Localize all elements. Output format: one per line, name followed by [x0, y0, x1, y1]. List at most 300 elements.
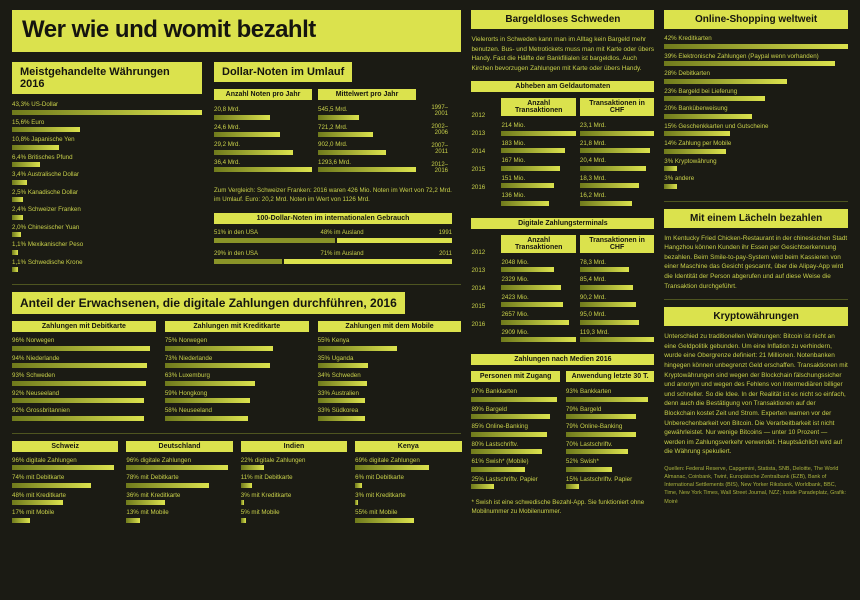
group-title: Zahlungen mit dem Mobile — [318, 321, 462, 332]
bar-row — [501, 157, 575, 171]
bar-row — [318, 141, 416, 155]
crypto-header: Kryptowährungen — [664, 307, 848, 326]
year-label: 2002–2006 — [431, 124, 448, 136]
bar-row — [165, 372, 309, 386]
bar-fill — [318, 363, 368, 368]
bar-row — [580, 157, 654, 171]
bar-fill — [566, 449, 628, 454]
dollarnotes-left-title: Anzahl Noten pro Jahr — [214, 89, 312, 100]
bar-row — [241, 509, 347, 523]
bar-fill — [501, 131, 575, 136]
media-header: Zahlungen nach Medien 2016 — [471, 354, 654, 365]
bar-row — [214, 141, 312, 155]
year-label: 2015 — [471, 302, 486, 310]
bar-fill-usa — [214, 238, 335, 243]
bar-label: 69% digitale Zahlungen — [355, 456, 420, 464]
hundred-header: 100-Dollar-Noten im internationalen Gebrauch — [214, 213, 452, 224]
bar-fill — [12, 416, 144, 421]
bar-label: 43,3% US-Dollar — [12, 101, 59, 108]
smile-text: Im Kentucky Fried Chicken-Restaurant in der chinesischen Stadt Hangzhou können Kunden ihr Essen per Gesichtserkennung bezahlen. Beim Smile-to-pay-System wird beim Kassieren von einer Maschine das Gesicht gescannt, über die Alipay-App wird die Identität der Person abgerufen und auf diese Weise die Transaktion durchgeführt. — [664, 234, 848, 290]
bar-fill — [355, 465, 428, 470]
bar-label: 96% digitale Zahlungen — [126, 456, 192, 464]
bar-label: 18,3 Mrd. — [579, 174, 607, 182]
bar-row — [471, 406, 559, 420]
bar-label: 1,1% Mexikanischer Peso — [12, 241, 84, 248]
bar-row — [566, 458, 654, 472]
bar-row — [318, 106, 416, 120]
bar-row — [580, 259, 654, 273]
bar-row — [501, 122, 575, 136]
bar-label: 25% Lastschriftv. Papier — [471, 475, 538, 483]
country-group — [241, 441, 347, 527]
bar-label: 33% Südkorea — [317, 407, 359, 414]
bar-row — [165, 337, 309, 351]
adults-digital-section — [12, 292, 461, 527]
adults-digital-groups — [12, 321, 461, 425]
year-label: 1997–2001 — [431, 105, 448, 117]
bar-row — [501, 192, 575, 206]
bar-label: 93% Bankkarten — [565, 388, 612, 396]
bar-label: 97% Bankkarten — [471, 388, 517, 396]
bar-label: 74% mit Debitkarte — [12, 474, 65, 481]
bar-label: 73% Niederlande — [164, 354, 213, 362]
bar-fill — [501, 267, 553, 272]
bar-label: 6% mit Debitkarte — [355, 474, 404, 481]
bar-row — [664, 88, 848, 102]
bar-label: 545,5 Mrd. — [318, 106, 348, 113]
divider — [12, 284, 461, 285]
bar-fill — [165, 363, 270, 368]
bar-row — [12, 224, 202, 238]
bar-fill — [318, 381, 367, 386]
bar-fill — [318, 167, 416, 172]
bar-row — [501, 329, 575, 343]
crypto-text: Unterschied zu traditionellen Währungen: Bitcoin ist nicht an eine Geldpolitik gebunden. Um eine Inflation zu verhindern, wurde eine Obergrenze definiert: 21 Millionen. Notenbanken hingegen können unbegrenzt Geld erschaffen. Transaktionen mit Kryptowährungen sind wegen der Blockchain fälschungssicher und anonym und wegen des Fehlens von Intermediären billiger und schneller. So die Idee. In der Realität ist es nicht so einfach, denn auch die Bestätigung von Transaktionen auf der Blockchain kostet Zeit und Strom. Experten warnen vor der Unberechenbarkeit von Bitcoin. Die Verarbeitbarkeit ist nicht gewährleistet. Nur wenige Bitcoins — unter 10 Prozent — werden im Zahlungsverkehr verwendet. Hauptsächlich wird auf die Währung spekuliert. — [664, 333, 848, 456]
bar-fill — [214, 150, 293, 155]
bar-label: 78,3 Mrd. — [579, 258, 607, 266]
atm-years — [471, 98, 497, 210]
dollarnotes-years — [422, 105, 452, 174]
dollarnotes-right-title: Mittelwert pro Jahr — [318, 89, 416, 100]
bar-row — [318, 355, 462, 369]
bar-fill — [318, 150, 386, 155]
bar-fill — [12, 346, 150, 351]
bar-fill — [501, 285, 561, 290]
bar-fill — [501, 302, 563, 307]
bar-label: 95,0 Mrd. — [579, 311, 607, 319]
bar-label: 1293,6 Mrd. — [318, 158, 352, 166]
bar-row — [12, 119, 202, 133]
year-label: 2012 — [471, 112, 486, 120]
bar-row — [12, 492, 118, 506]
bar-fill — [580, 166, 646, 171]
year-label: 2013 — [471, 130, 486, 138]
terminals-header: Digitale Zahlungsterminals — [471, 218, 654, 229]
bar-fill — [580, 302, 636, 307]
bar-fill — [241, 483, 253, 488]
bar-row — [12, 171, 202, 185]
bar-fill — [471, 414, 550, 419]
bar-fill — [471, 467, 525, 472]
bar-row — [12, 154, 202, 168]
bar-fill — [664, 149, 725, 154]
atm-right-bars — [580, 122, 654, 206]
terminals-years — [471, 235, 497, 347]
bar-label: 2048 Mio. — [501, 258, 529, 266]
bar-label: 20,8 Mrd. — [214, 106, 241, 113]
bar-label: 5% mit Mobile — [240, 509, 280, 516]
terminals-right-bars — [580, 259, 654, 343]
sources-text: Quellen: Federal Reserve, Capgemini, Statista, SNB, Deloitte, The World Almanac, Coinbank, Twint, Europäische Zentralbank (EZB), Bank of International Settlements (BIS), New Yorker Riksbank, Worldbank, BBC, Time, New York Times, Wall Street Journal, NZZ; Inside Paradeplatz, Grafik: Moiré — [664, 466, 846, 505]
year-label: 2016 — [471, 320, 486, 328]
bar-fill — [566, 432, 636, 437]
bar-label: 92% Neuseeland — [12, 389, 60, 397]
bar-row — [355, 492, 461, 506]
bar-fill — [241, 500, 244, 505]
bar-row — [580, 294, 654, 308]
bar-row — [318, 337, 462, 351]
bar-fill — [214, 132, 280, 137]
bar-fill — [12, 215, 23, 220]
bar-label: 15% Lastschriftv. Papier — [565, 475, 633, 483]
usa-label: 51% in den USA — [214, 229, 259, 236]
bar-label: 3% andere — [664, 175, 695, 182]
bar-fill — [580, 267, 629, 272]
bar-fill — [12, 197, 23, 202]
bar-fill — [355, 500, 358, 505]
bar-fill — [580, 337, 654, 342]
bar-fill — [12, 500, 63, 505]
bar-label: 2657 Mio. — [501, 311, 529, 319]
bar-label: 79% Online-Banking — [565, 423, 623, 431]
bar-fill-abroad — [337, 238, 451, 243]
bar-label: 2,5% Kanadische Dollar — [12, 188, 79, 196]
bar-row — [501, 276, 575, 290]
bar-fill — [580, 148, 650, 153]
bar-label: 721,2 Mrd. — [318, 123, 348, 131]
bar-label: 52% Swish* — [565, 458, 599, 466]
bar-label: 151 Mio. — [501, 174, 526, 182]
bar-row — [126, 457, 232, 471]
bar-label: 96% digitale Zahlungen — [12, 456, 77, 464]
bar-fill — [165, 346, 273, 351]
bar-label: 2329 Mio. — [501, 276, 529, 284]
column-middle — [471, 10, 654, 590]
bar-label: 90,2 Mrd. — [579, 293, 607, 301]
bar-label: 36% mit Kreditkarte — [126, 491, 181, 499]
bar-label: 85% Online-Banking — [471, 423, 528, 431]
bar-row — [580, 122, 654, 136]
bar-row — [214, 124, 312, 138]
bar-fill — [471, 432, 546, 437]
media-left-bars — [471, 388, 559, 489]
bar-fill — [471, 449, 542, 454]
bar-row — [580, 175, 654, 189]
bar-row — [355, 474, 461, 488]
bar-fill — [664, 114, 752, 119]
country-title: Kenya — [355, 441, 461, 452]
bar-row — [318, 407, 462, 421]
bar-row — [664, 175, 848, 189]
year-label: 2013 — [471, 266, 486, 274]
bar-row — [664, 158, 848, 172]
bar-row — [471, 458, 559, 472]
bar-row — [664, 53, 848, 67]
bar-fill — [501, 148, 565, 153]
bar-fill — [12, 232, 21, 237]
bar-row — [318, 159, 416, 173]
bar-fill — [664, 166, 677, 171]
bar-label: 16,2 Mrd. — [579, 192, 607, 200]
bar-row — [165, 355, 309, 369]
bar-label: 63% Luxemburg — [164, 372, 210, 379]
bar-label: 78% mit Debitkarte — [126, 474, 179, 481]
digital-group — [165, 321, 309, 425]
bar-row — [664, 105, 848, 119]
bar-label: 15% Geschenkkarten und Gutscheine — [664, 122, 769, 130]
bar-label: 59% Hongkong — [164, 389, 208, 397]
bar-fill — [664, 44, 848, 49]
bar-label: 55% Kenya — [317, 337, 350, 344]
bar-label: 2909 Mio. — [501, 328, 529, 336]
bar-row — [501, 294, 575, 308]
media-footnote: * Swish ist eine schwedische Bezahl-App. Sie funktioniert ohne Mobilnummer zu Mobilenummer. — [471, 499, 645, 516]
bar-row — [566, 423, 654, 437]
bar-row — [12, 136, 202, 150]
bar-fill — [12, 381, 146, 386]
bar-label: 35% Uganda — [317, 354, 354, 362]
bar-label: 24,6 Mrd. — [214, 123, 241, 131]
bar-label: 3,4% Australische Dollar — [12, 171, 80, 178]
bar-row — [126, 509, 232, 523]
bar-row — [12, 206, 202, 220]
bar-label: 3% mit Kreditkarte — [240, 491, 292, 499]
dollarnotes-right-bars — [318, 106, 416, 172]
bar-fill — [126, 483, 209, 488]
atm-left-bars — [501, 122, 575, 206]
bar-fill — [501, 201, 548, 206]
dollarnotes-note: Zum Vergleich: Schweizer Franken: 2016 waren 426 Mio. Noten im Wert von 72,2 Mrd. im Umlauf. Euro: 20,2 Mrd. Noten im Wert von 1126 Mrd. — [214, 187, 452, 203]
bar-fill — [566, 484, 579, 489]
bar-fill — [318, 416, 365, 421]
dollarnotes-header: Dollar-Noten im Umlauf — [214, 62, 352, 82]
bar-label: 3% Kryptowährung — [664, 157, 717, 165]
bar-row — [318, 390, 462, 404]
bar-row — [12, 407, 156, 421]
year-label: 2014 — [471, 148, 486, 156]
dollarnotes-left-bars — [214, 106, 312, 172]
bar-row — [471, 388, 559, 402]
group-title: Zahlungen mit Debitkarte — [12, 321, 156, 332]
bar-label: 21,8 Mrd. — [579, 139, 607, 147]
bar-row — [566, 388, 654, 402]
bar-label: 96% Norwegen — [12, 337, 55, 344]
bar-label: 34% Schweden — [317, 372, 361, 379]
bar-row — [471, 441, 559, 455]
bar-row — [566, 406, 654, 420]
bar-fill — [501, 337, 575, 342]
bar-fill — [355, 483, 361, 488]
bar-row — [12, 101, 202, 115]
bar-fill-usa — [214, 259, 282, 264]
sweden-text: Vielerorts in Schweden kann man im Alltag kein Bargeld mehr benutzen. Bus- und Metrotickets muss man mit Karte oder übers Handy. Fast die Hälfte der Bankfilialen ist bargeldlos. Auch Kirchen bevorzugen Zahlungen mit Karte oder übers Handy. — [471, 36, 655, 72]
year-label: 2015 — [471, 166, 486, 174]
bar-row — [241, 457, 347, 471]
bar-fill — [241, 465, 264, 470]
bar-row — [12, 474, 118, 488]
bar-fill — [355, 518, 414, 523]
bar-fill — [501, 183, 553, 188]
bar-fill — [664, 79, 787, 84]
bar-row — [12, 355, 156, 369]
bar-fill — [580, 320, 639, 325]
bar-row — [501, 311, 575, 325]
bar-row — [241, 492, 347, 506]
bar-row — [501, 259, 575, 273]
country-title: Schweiz — [12, 441, 118, 452]
bar-fill — [566, 414, 636, 419]
bar-row — [165, 390, 309, 404]
bar-label: 89% Bargeld — [471, 405, 507, 413]
bar-label: 48% mit Kreditkarte — [12, 491, 66, 499]
hundred-row — [214, 230, 452, 243]
digital-group — [12, 321, 156, 425]
bar-fill — [580, 183, 639, 188]
bar-fill — [126, 465, 228, 470]
bar-fill — [566, 467, 612, 472]
terminals-right-title: Transaktionen in CHF — [580, 235, 654, 253]
bar-fill — [12, 110, 202, 115]
bar-label: 23% Bargeld bei Lieferung — [664, 87, 738, 95]
bar-row — [12, 509, 118, 523]
year-label: 1991 — [438, 229, 452, 236]
bar-fill — [126, 500, 164, 505]
bar-fill — [318, 346, 397, 351]
bar-fill — [12, 398, 144, 403]
bar-label: 119,3 Mrd. — [579, 328, 609, 336]
bar-fill — [12, 518, 30, 523]
bar-fill — [318, 115, 359, 120]
bar-label: 2,0% Chinesischer Yuan — [12, 223, 80, 231]
bar-fill — [12, 465, 114, 470]
dollarnotes-section — [214, 62, 452, 276]
bar-label: 136 Mio. — [501, 192, 526, 200]
bar-row — [318, 372, 462, 386]
bar-label: 20,4 Mrd. — [579, 157, 607, 165]
bar-fill — [664, 61, 835, 66]
bar-fill — [165, 416, 248, 421]
bar-row — [12, 390, 156, 404]
bar-row — [471, 476, 559, 490]
bar-fill — [471, 484, 493, 489]
bar-label: 11% mit Debitkarte — [240, 474, 293, 481]
bar-label: 70% Lastschriftv. — [565, 440, 613, 448]
abroad-label: 48% im Ausland — [320, 229, 364, 236]
bar-row — [501, 140, 575, 154]
country-group — [355, 441, 461, 527]
bar-row — [214, 106, 312, 120]
bar-label: 183 Mio. — [501, 139, 526, 147]
bar-row — [214, 159, 312, 173]
bar-fill — [12, 162, 40, 167]
hundred-bars — [214, 230, 452, 264]
bar-fill — [214, 167, 312, 172]
digital-group — [318, 321, 462, 425]
bar-label: 42% Kreditkarten — [664, 35, 712, 42]
bar-row — [12, 189, 202, 203]
currencies-bars — [12, 101, 202, 272]
country-title: Deutschland — [126, 441, 232, 452]
bar-fill — [471, 397, 557, 402]
adults-digital-header: Anteil der Erwachsenen, die digitale Zahlungen durchführen, 2016 — [12, 292, 405, 314]
bar-label: 92% Grossbritannien — [12, 407, 70, 414]
country-title: Indien — [241, 441, 347, 452]
atm-right-title: Transaktionen in CHF — [580, 98, 654, 116]
bar-label: 23,1 Mrd. — [579, 122, 607, 130]
bar-row — [355, 509, 461, 523]
currencies-header: Meistgehandelte Währungen 2016 — [12, 62, 202, 94]
bar-label: 10,8% Japanische Yen — [12, 136, 75, 143]
sweden-header: Bargeldloses Schweden — [471, 10, 654, 29]
bar-label: 214 Mio. — [501, 122, 526, 130]
year-label: 2014 — [471, 284, 486, 292]
year-label: 2016 — [471, 184, 486, 192]
atm-header: Abheben am Geldautomaten — [471, 81, 654, 92]
bar-fill — [566, 397, 648, 402]
media-right-title: Anwendung letzte 30 T. — [566, 371, 654, 382]
bar-fill — [501, 320, 569, 325]
bar-label: 13% mit Mobile — [126, 509, 169, 516]
year-label: 2007–2011 — [431, 143, 448, 155]
bar-label: 15,6% Euro — [12, 118, 45, 126]
country-group — [12, 441, 118, 527]
bar-label: 79% Bargeld — [565, 405, 602, 413]
bar-label: 75% Norwegen — [164, 337, 208, 344]
bar-label: 28% Debitkarten — [664, 70, 710, 77]
bar-row — [580, 140, 654, 154]
bar-row — [12, 337, 156, 351]
bar-label: 2423 Mio. — [501, 293, 529, 301]
bar-label: 80% Lastschriftv. — [471, 440, 519, 448]
bar-label: 20% Banküberweisung — [664, 105, 728, 112]
bar-fill — [664, 184, 677, 189]
bar-row — [12, 457, 118, 471]
bar-label: 2,4% Schweizer Franken — [12, 206, 81, 213]
bar-fill — [664, 131, 730, 136]
bar-row — [126, 474, 232, 488]
column-left — [12, 10, 461, 590]
online-shopping-bars — [664, 35, 848, 193]
country-group — [126, 441, 232, 527]
bar-row — [501, 175, 575, 189]
bar-label: 167 Mio. — [501, 157, 526, 165]
bar-fill — [580, 285, 633, 290]
year-label: 2012–2016 — [431, 162, 448, 174]
bar-row — [165, 407, 309, 421]
bar-row — [664, 140, 848, 154]
bar-row — [12, 259, 202, 273]
bar-row — [664, 123, 848, 137]
column-right — [664, 10, 848, 590]
usa-label: 29% in den USA — [214, 250, 259, 257]
bar-row — [580, 329, 654, 343]
bar-label: 93% Schweden — [12, 372, 55, 379]
bar-label: 17% mit Mobile — [12, 509, 55, 516]
bar-fill — [12, 483, 91, 488]
page-title: Wer wie und womit bezahlt — [12, 10, 461, 52]
bar-label: 3% mit Kreditkarte — [355, 491, 406, 499]
bar-row — [664, 35, 848, 49]
